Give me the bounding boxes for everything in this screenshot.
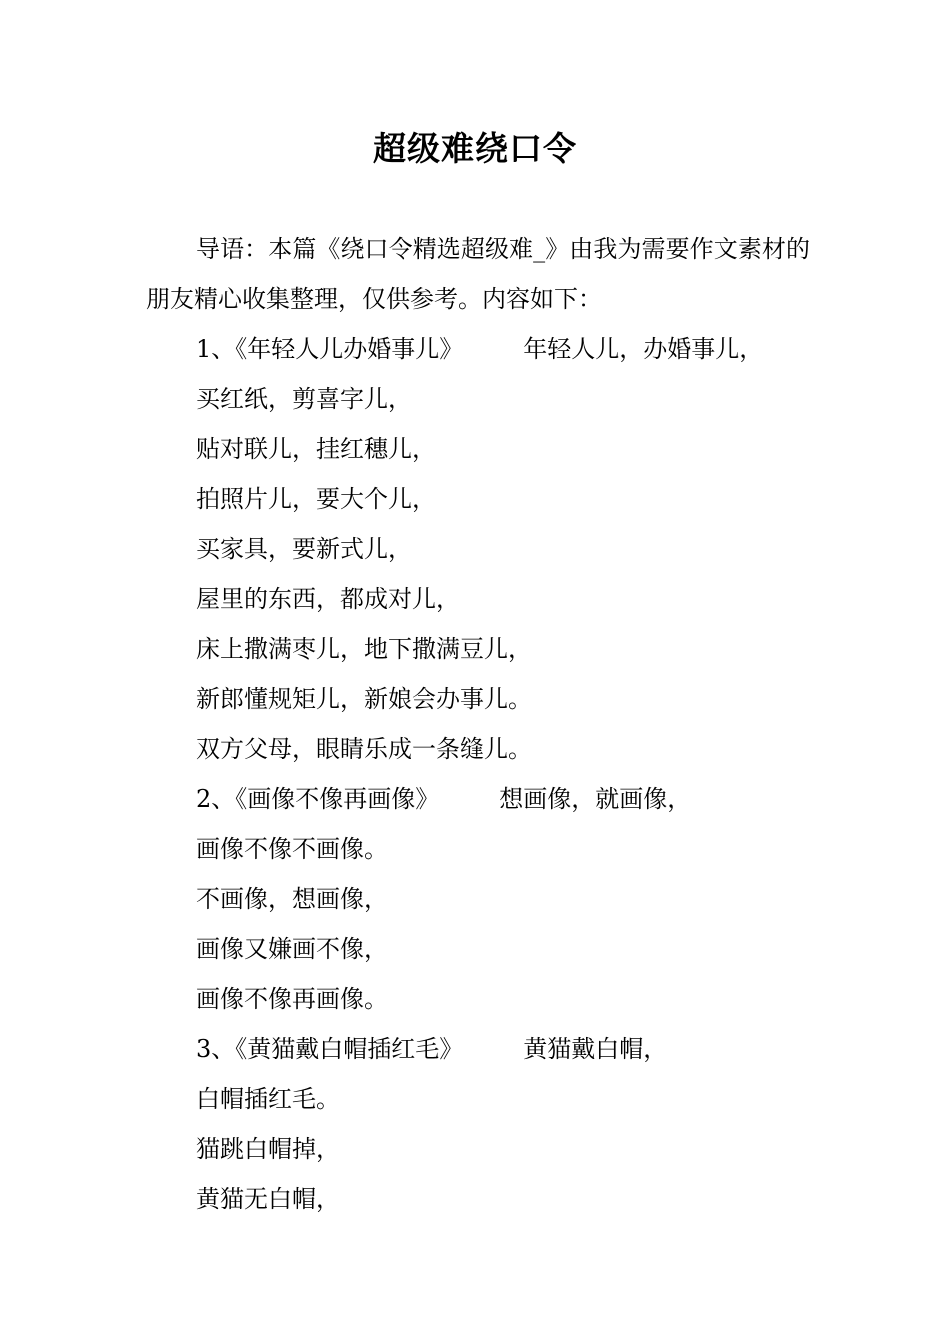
poem-2-heading: 2、《画像不像再画像》	[196, 785, 440, 813]
poem-line: 画像不像不画像。	[196, 835, 388, 863]
poem-1-heading: 1、《年轻人儿办婚事儿》	[196, 335, 464, 363]
poem-line: 画像不像再画像。	[196, 985, 388, 1013]
poem-line: 画像又嫌画不像，	[196, 935, 388, 963]
poem-line: 白帽插红毛。	[196, 1085, 340, 1113]
page-title: 超级难绕口令	[373, 129, 577, 168]
poem-1-heading-line	[196, 324, 763, 374]
poem-line: 屋里的东西，都成对儿，	[196, 585, 460, 613]
poem-2-heading-line	[196, 774, 691, 824]
poem-line: 床上撒满枣儿，地下撒满豆儿，	[196, 635, 532, 663]
poem-line: 新郎懂规矩儿，新娘会办事儿。	[196, 685, 532, 713]
poem-2-first-line: 想画像，就画像，	[499, 785, 692, 813]
poem-line: 拍照片儿，要大个儿，	[196, 485, 436, 513]
poem-line: 买家具，要新式儿，	[196, 535, 412, 563]
poem-line: 黄猫无白帽，	[196, 1185, 340, 1213]
poem-1-first-line: 年轻人儿，办婚事儿，	[523, 335, 764, 363]
poem-line: 买红纸，剪喜字儿，	[196, 385, 412, 413]
intro-paragraph: 导语：本篇《绕口令精选超级难_》由我为需要作文素材的朋友精心收集整理，仅供参考。内容如下：	[146, 235, 810, 313]
poem-3-first-line: 黄猫戴白帽，	[523, 1035, 668, 1063]
poem-line: 双方父母，眼睛乐成一条缝儿。	[196, 735, 532, 763]
poem-line: 不画像，想画像，	[196, 885, 388, 913]
poem-3-heading-line	[196, 1024, 667, 1074]
poem-line: 贴对联儿，挂红穗儿，	[196, 435, 436, 463]
poem-line: 猫跳白帽掉，	[196, 1135, 340, 1163]
poem-3-heading: 3、《黄猫戴白帽插红毛》	[196, 1035, 464, 1063]
